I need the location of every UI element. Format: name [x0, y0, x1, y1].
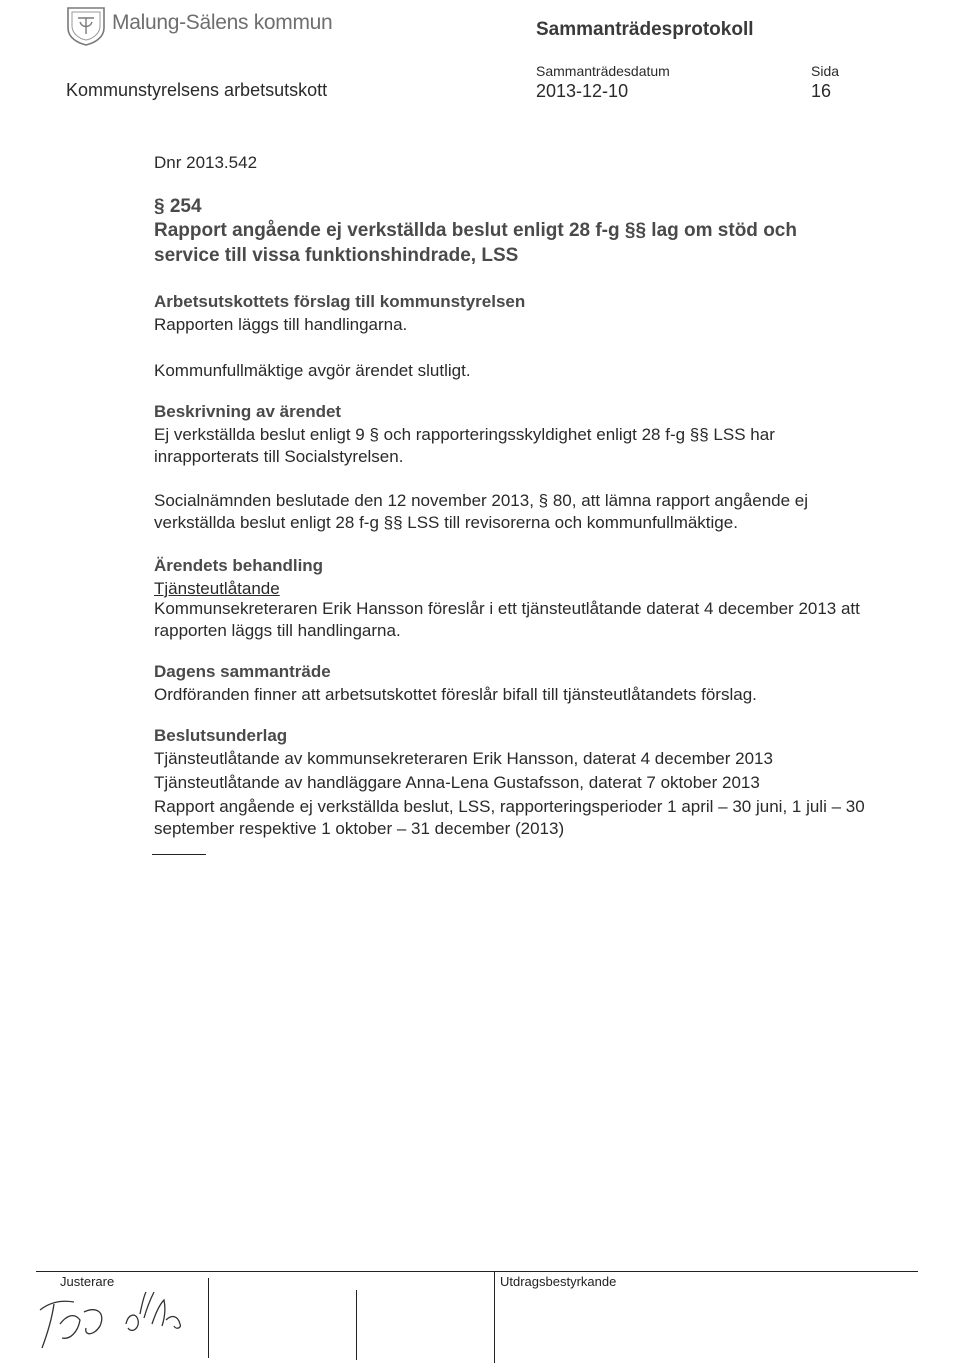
description-paragraph-2: Socialnämnden beslutade den 12 november 2013, § 80, att lämna rapport angående ej verkställda beslut enligt 28 f-g §§ LSS till revisorerna och kommunfullmäktige. [154, 491, 809, 532]
municipality-logo [64, 6, 108, 46]
basis-item: Tjänsteutlåtande av handläggare Anna-Lena Gustafsson, daterat 7 oktober 2013 [154, 773, 760, 792]
section-title: Rapport angående ej verkställda beslut enligt 28 f-g §§ lag om stöd och service till vissa funktionshindrade, LSS [154, 220, 797, 266]
proposal-text: Rapporten läggs till handlingarna. [154, 315, 408, 334]
handling-heading: Ärendets behandling [154, 556, 324, 575]
justerare-label: Justerare [60, 1274, 115, 1289]
page-label: Sida [811, 63, 840, 79]
signature-divider [356, 1290, 357, 1360]
meeting-heading: Dagens sammanträde [154, 662, 331, 681]
basis-item: Rapport angående ej verkställda beslut, LSS, rapporteringsperioder 1 april – 30 juni, 1 juli – 30 september respektive 1 oktober – 31 december (2013) [154, 797, 865, 838]
section-number: § 254 [154, 196, 202, 217]
meeting-date-label: Sammanträdesdatum [536, 63, 670, 79]
organization-name: Malung-Sälens kommun [112, 11, 333, 34]
signature-divider [494, 1271, 495, 1363]
handling-subheading: Tjänsteutlåtande [154, 579, 280, 598]
meeting-date: 2013-12-10 [536, 81, 629, 101]
basis-item: Tjänsteutlåtande av kommunsekreteraren Erik Hansson, daterat 4 december 2013 [154, 749, 773, 768]
handwritten-signature-1 [34, 1290, 114, 1361]
description-paragraph-1: Ej verkställda beslut enligt 9 § och rapporteringsskyldighet enligt 28 f-g §§ LSS har inrapporterats till Socialstyrelsen. [154, 425, 775, 466]
section-end-rule [152, 854, 206, 855]
proposal-heading: Arbetsutskottets förslag till kommunstyrelsen [154, 292, 526, 311]
handwritten-signature-2 [120, 1284, 200, 1355]
case-number: Dnr 2013.542 [154, 153, 258, 172]
footer-rule [36, 1271, 918, 1272]
meeting-text: Ordföranden finner att arbetsutskottet föreslår bifall till tjänsteutlåtandets förslag. [154, 685, 757, 704]
description-heading: Beskrivning av ärendet [154, 402, 342, 421]
final-decision-text: Kommunfullmäktige avgör ärendet slutligt. [154, 361, 471, 380]
committee-name: Kommunstyrelsens arbetsutskott [66, 80, 328, 100]
signature-divider [208, 1278, 209, 1358]
basis-heading: Beslutsunderlag [154, 726, 288, 745]
handling-text: Kommunsekreteraren Erik Hansson föreslår i ett tjänsteutlåtande daterat 4 december 2013 att rapporten läggs till handlingarna. [154, 599, 860, 640]
page-number: 16 [811, 81, 832, 101]
document-type: Sammanträdesprotokoll [536, 19, 754, 40]
utdragsbestyrkande-label: Utdragsbestyrkande [500, 1274, 617, 1289]
